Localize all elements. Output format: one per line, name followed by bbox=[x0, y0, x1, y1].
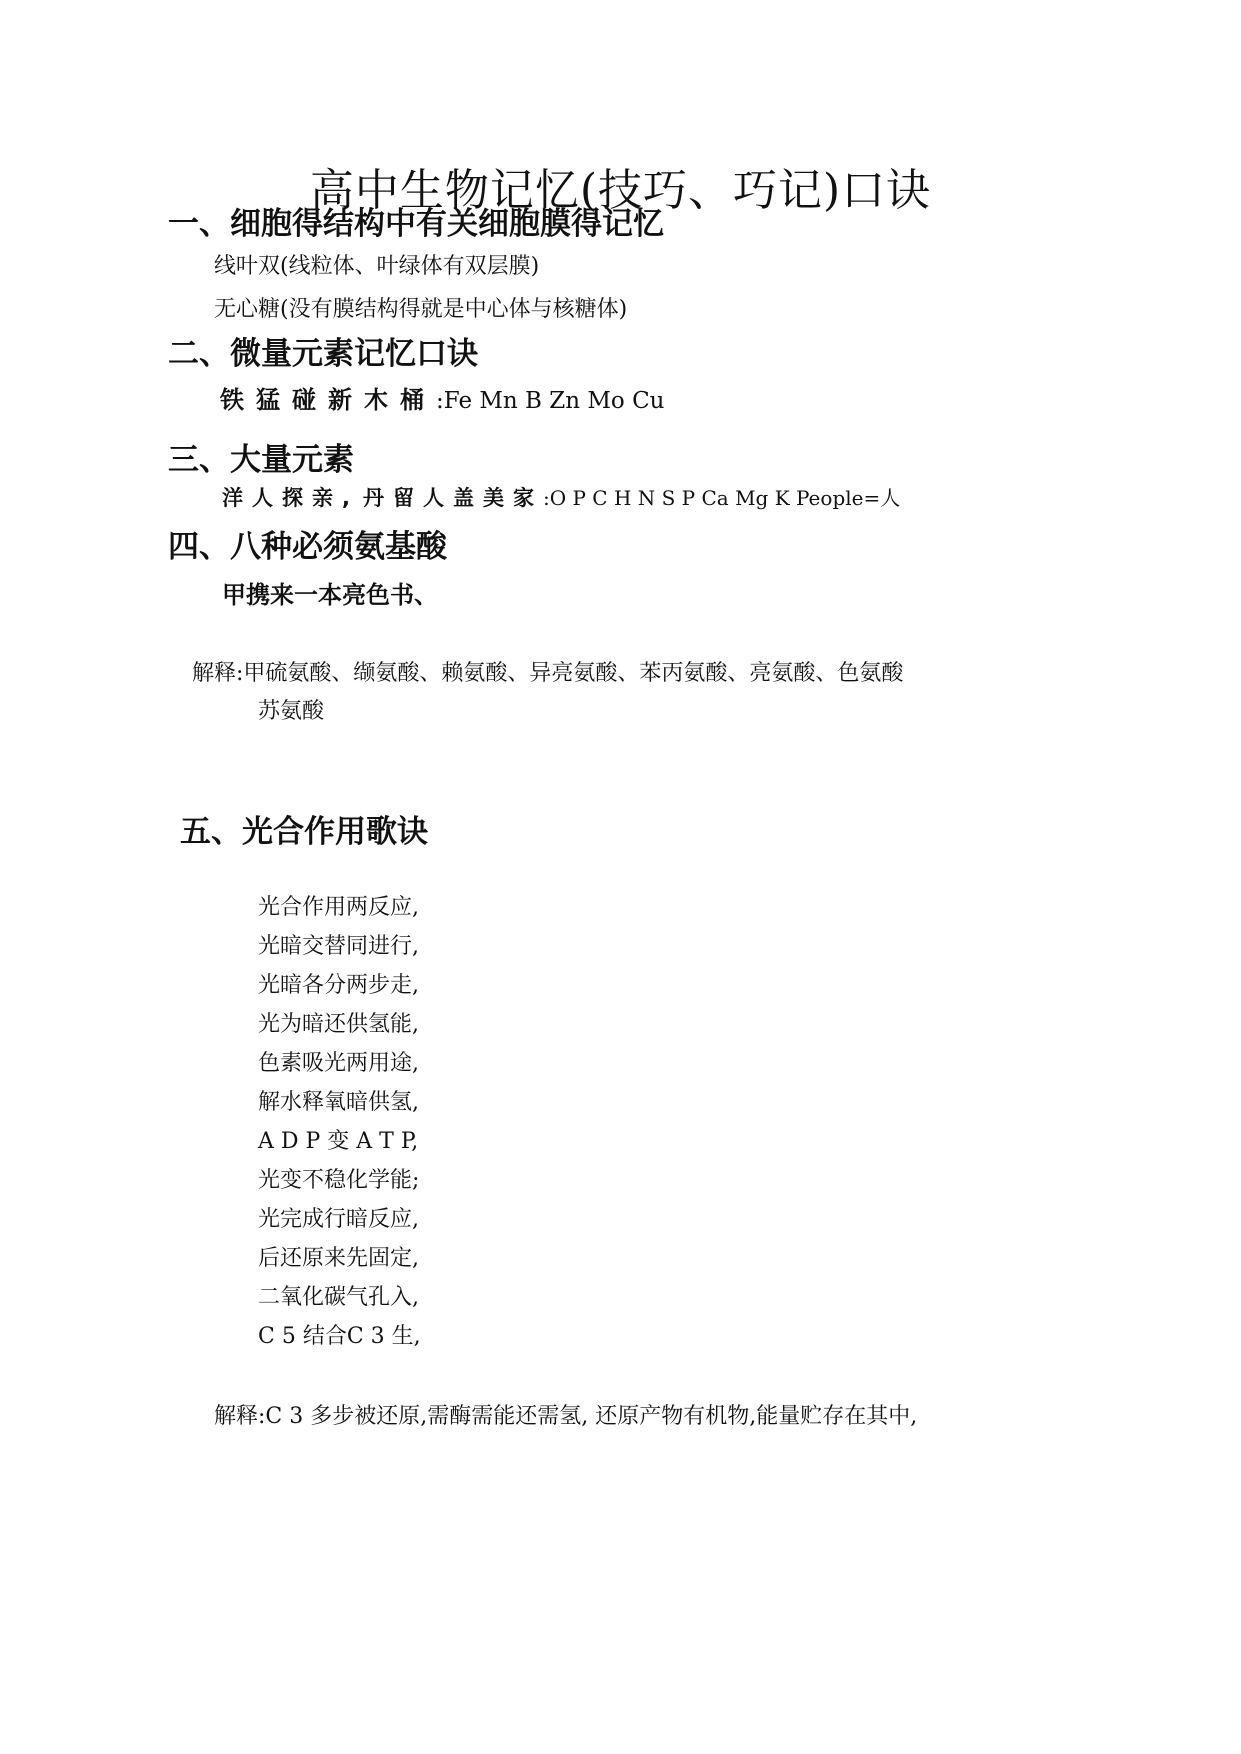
poem-line: C 5 结合C 3 生, bbox=[258, 1324, 421, 1349]
section-3-heading: 三、大量元素 bbox=[168, 442, 354, 478]
poem-line: 解水释氧暗供氢, bbox=[258, 1090, 419, 1115]
section-3-mnemonic-a: 洋人探亲, bbox=[222, 486, 359, 510]
section-4-explanation-line-1: 解释:甲硫氨酸、缬氨酸、赖氨酸、异亮氨酸、苯丙氨酸、亮氨酸、色氨酸 bbox=[192, 661, 904, 686]
section-5-heading: 五、光合作用歌诀 bbox=[180, 814, 428, 850]
section-4-mnemonic: 甲携来一本亮色书、 bbox=[222, 581, 438, 609]
poem-line: A D P 变 A T P, bbox=[258, 1129, 419, 1154]
poem-line: 光暗交替同进行, bbox=[258, 934, 419, 959]
poem-line: 光完成行暗反应, bbox=[258, 1207, 419, 1232]
section-3-mnemonic-row bbox=[222, 482, 900, 512]
section-2-heading: 二、微量元素记忆口诀 bbox=[168, 336, 478, 372]
section-3-mnemonic-b: 丹留人盖美家 bbox=[362, 486, 543, 510]
section-4-heading: 四、八种必须氨基酸 bbox=[168, 529, 447, 565]
poem-line: 光为暗还供氢能, bbox=[258, 1012, 419, 1037]
section-2-mnemonic-row bbox=[220, 380, 664, 415]
poem-line: 后还原来先固定, bbox=[258, 1246, 419, 1271]
section-5-explanation: 解释:C 3 多步被还原,需酶需能还需氢, 还原产物有机物,能量贮存在其中, bbox=[214, 1404, 918, 1429]
section-3-symbols: :O P C H N S P Ca Mg K People=人 bbox=[542, 486, 901, 510]
poem-line: 光合作用两反应, bbox=[258, 895, 419, 920]
poem-line: 光变不稳化学能; bbox=[258, 1168, 420, 1193]
section-2-symbols: :Fe Mn B Zn Mo Cu bbox=[436, 388, 665, 414]
section-2-mnemonic: 铁猛碰新木桶 bbox=[220, 386, 436, 414]
page-title: 高中生物记忆(技巧、巧记)口诀 bbox=[309, 165, 932, 216]
poem-line: 光暗各分两步走, bbox=[258, 973, 419, 998]
section-1-heading: 一、细胞得结构中有关细胞膜得记忆 bbox=[168, 206, 664, 242]
section-1-line-1: 线叶双(线粒体、叶绿体有双层膜) bbox=[214, 254, 540, 279]
section-1-line-2: 无心糖(没有膜结构得就是中心体与核糖体) bbox=[214, 297, 628, 322]
poem-line: 色素吸光两用途, bbox=[258, 1051, 419, 1076]
section-4-explanation-line-2: 苏氨酸 bbox=[258, 699, 325, 724]
poem-line: 二氧化碳气孔入, bbox=[258, 1285, 419, 1310]
